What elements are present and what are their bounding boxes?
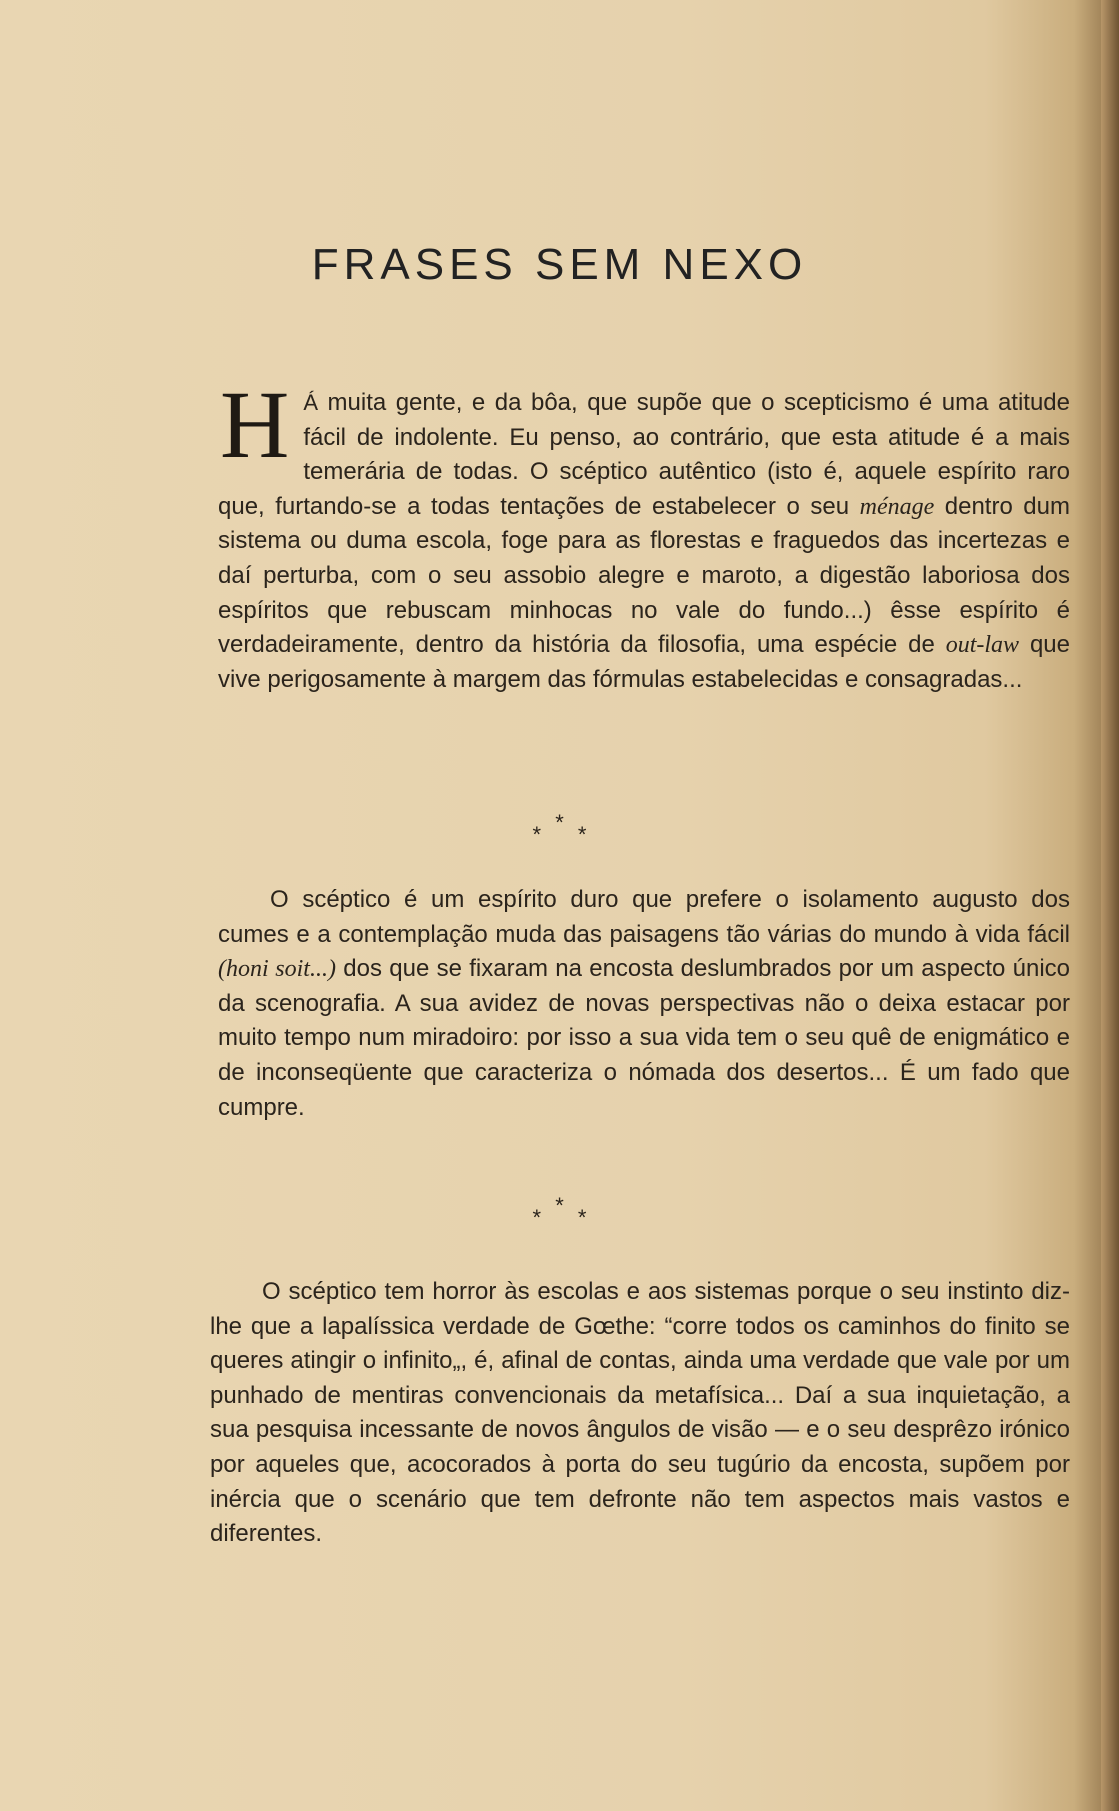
paragraph-1-text-a: muita gente, e da bôa, que supõe que o scepticismo é uma atitude fácil de indolente. Eu penso, ao contrário, que esta atitude é a mais temerária de todas. O scéptico autêntico (isto é, aquele espírito raro que, furtando-se a todas tentações de estabelecer o seu (218, 389, 1070, 520)
small-caps-lead: Á (303, 390, 319, 415)
italic-out-law: out-law (945, 632, 1020, 659)
asterisk: * (577, 822, 587, 847)
asterisk: * (555, 1193, 564, 1218)
page-title: FRASES SEM NEXO (311, 240, 808, 289)
italic-honi-soit: (honi soit...) (218, 956, 336, 983)
paragraph-3-text: O scéptico tem horror às escolas e aos sistemas porque o seu instinto diz-lhe que a lapalíssica verdade de Gœthe: “corre todos os caminhos do finito se queres atingir o infinito„, é, afinal de contas, ainda uma verdade que vale por um punhado de mentiras convencionais da metafísica... Daí a sua inquietação, a sua pesquisa incessante de novos ângulos de visão — e o seu desprêzo irónico por aqueles que, acocorados à porta do seu tugúrio da encosta, supõem por inércia que o scenário que tem defronte não tem aspectos mais vastos e diferentes. (210, 1278, 1070, 1548)
asterisk: * (577, 1205, 587, 1230)
asterisk: * (555, 810, 564, 835)
paragraph-1-text-c: que vive perigosamente à margem das fórmulas estabelecidas e consagradas... (218, 631, 1070, 693)
paragraph-3 (210, 1275, 1070, 1552)
paragraph-2 (218, 883, 1070, 1125)
section-separator-1 (0, 810, 1119, 848)
paragraph-1 (218, 371, 1070, 697)
italic-menage: ménage (859, 493, 935, 520)
section-separator-2 (0, 1193, 1119, 1231)
asterisk: * (532, 822, 542, 847)
asterisk: * (532, 1205, 542, 1230)
paragraph-2-text-b: dos que se fixaram na encosta deslumbrados por um aspecto único da scenografia. A sua avidez de novas perspectivas não o deixa estacar por muito tempo num miradoiro: por isso a sua vida tem o seu quê de enigmático e de inconseqüente que caracteriza o nómada dos desertos... É um fado que cumpre. (218, 955, 1071, 1121)
paragraph-2-text-a: O scéptico é um espírito duro que prefere o isolamento augusto dos cumes e a contemplação muda das paisagens tão várias do mundo à vida fácil (218, 886, 1070, 948)
paragraph-1-text-b: dentro dum sistema ou duma escola, foge para as florestas e fraguedos das incertezas e daí perturba, com o seu assobio alegre e maroto, a digestão laboriosa dos espíritos que rebuscam minhocas no vale do fundo...) êsse espírito é verdadeiramente, dentro da história da filosofia, uma espécie de (218, 492, 1070, 659)
drop-cap: H (220, 371, 290, 478)
